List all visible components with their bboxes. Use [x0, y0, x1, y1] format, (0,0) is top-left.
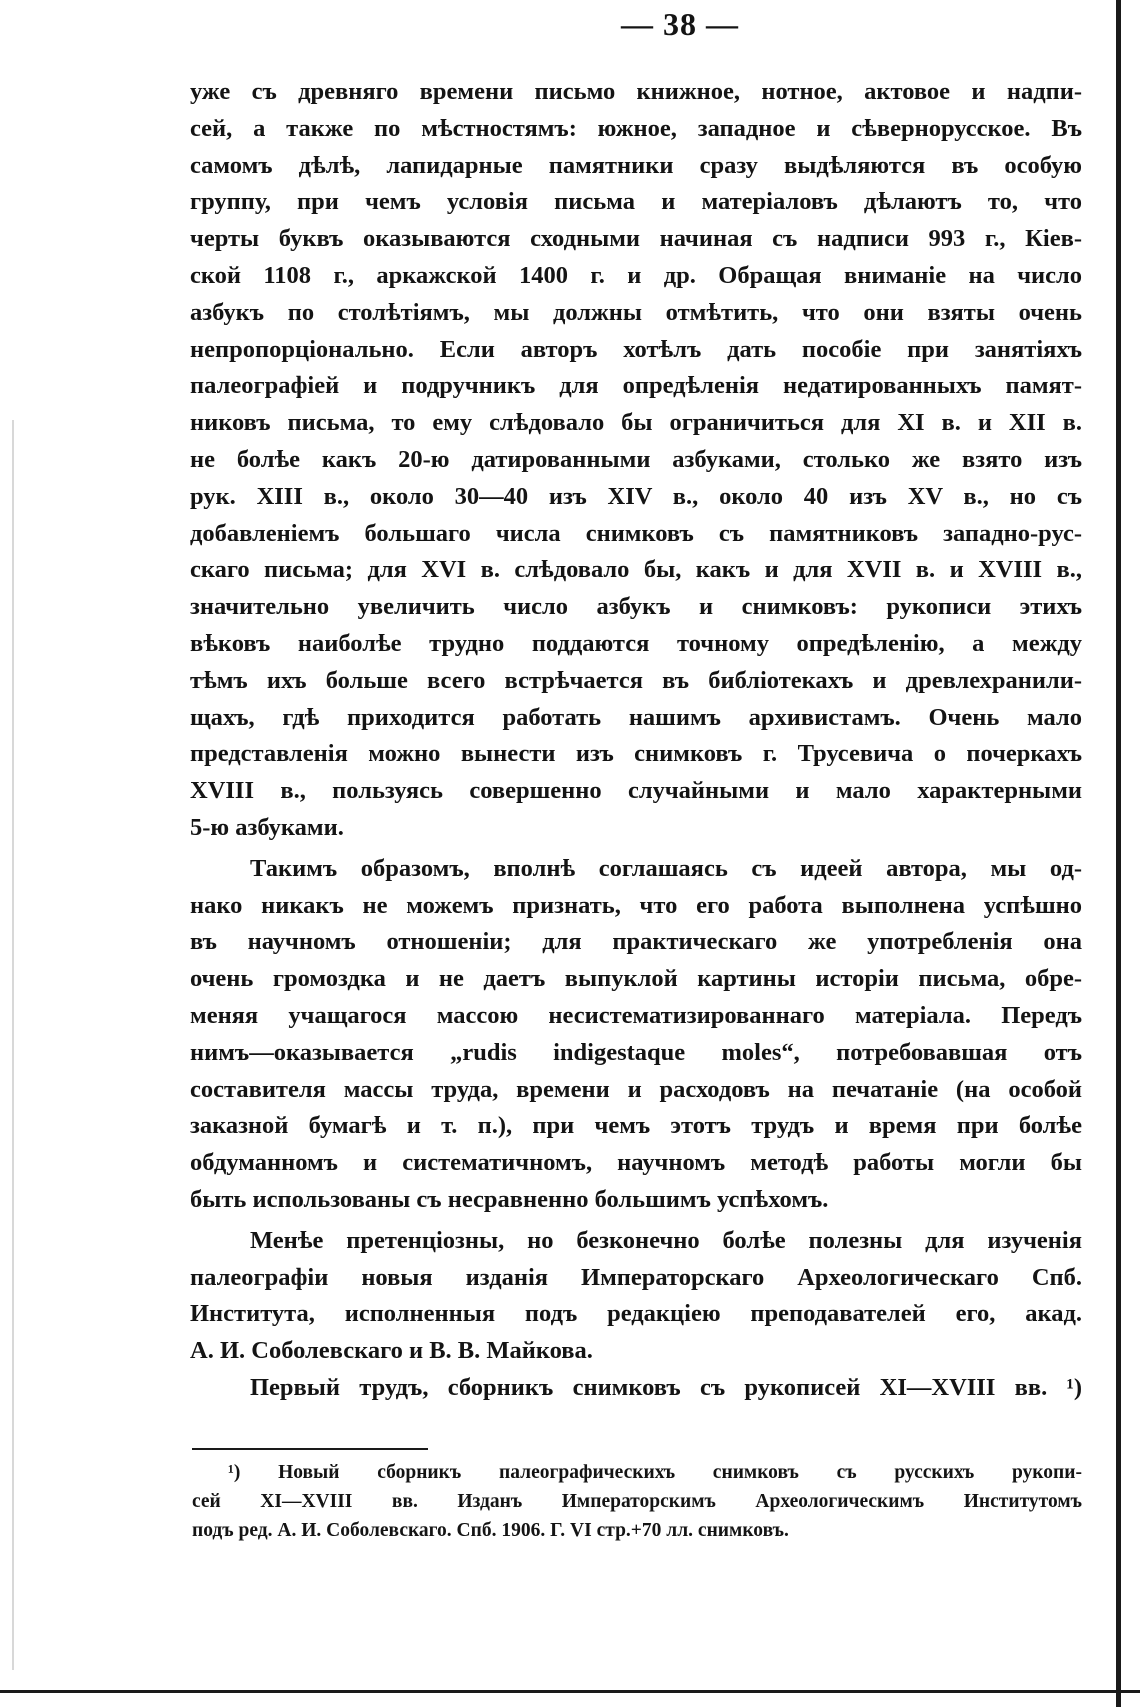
text-line: азбукъ по столѣтіямъ, мы должны отмѣтить, что они взяты очень: [190, 298, 1082, 326]
text-line: уже съ древняго времени письмо книжное, нотное, актовое и надпи-: [190, 78, 1082, 105]
text-line: значительно увеличить число азбукъ и снимковъ: рукописи этихъ: [190, 593, 1082, 621]
text-line: въ научномъ отношеніи; для практическаго же употребленія она: [190, 928, 1082, 956]
text-line: скаго письма; для XVI в. слѣдовало бы, какъ и для XVII в. и XVIII в.,: [190, 556, 1082, 584]
text-line: щахъ, гдѣ приходится работать нашимъ архивистамъ. Очень мало: [190, 703, 1082, 731]
text-line: добавленіемъ большаго числа снимковъ съ памятниковъ западно-рус-: [190, 519, 1082, 547]
text-line: тѣмъ ихъ больше всего встрѣчается въ библіотекахъ и древлехранили-: [190, 666, 1082, 694]
paragraph-2: [190, 851, 1082, 1219]
footnote-divider: [192, 1448, 428, 1450]
footnote-line: сей XI—XVIII вв. Изданъ Императорскимъ Археологическимъ Институтомъ: [192, 1491, 1082, 1512]
text-line: обдуманномъ и систематичномъ, научномъ методѣ работы могли бы: [190, 1149, 1082, 1177]
page-edge-shadow-right: [1116, 0, 1121, 1707]
text-line: вѣковъ наиболѣе трудно поддаются точному опредѣленію, а между: [190, 629, 1082, 657]
text-line: сей, а также по мѣстностямъ: южное, западное и сѣвернорусское. Въ: [190, 114, 1082, 142]
text-line: черты буквъ оказываются сходными начиная съ надписи 993 г., Кіев-: [190, 225, 1082, 253]
text-line: быть использованы съ несравненно большимъ успѣхомъ.: [190, 1185, 829, 1213]
page-number: — 38 —: [621, 6, 739, 42]
footnote-line: подъ ред. А. И. Соболевскаго. Спб. 1906. Г. VI стр.+70 лл. снимковъ.: [192, 1520, 789, 1541]
text-line: непропорціонально. Если авторъ хотѣлъ дать пособіе при занятіяхъ: [190, 335, 1082, 363]
text-line: рук. XIII в., около 30—40 изъ XIV в., около 40 изъ XV в., но съ: [190, 482, 1082, 510]
text-line: нако никакъ не можемъ признать, что его работа выполнена успѣшно: [190, 891, 1082, 919]
paragraph-3: [190, 1223, 1082, 1370]
main-text: [190, 74, 1082, 1407]
paragraph-1: [190, 74, 1082, 847]
text-line: представленія можно вынести изъ снимковъ г. Трусевича о почеркахъ: [190, 740, 1082, 768]
page-edge-shadow-bottom: [0, 1690, 1140, 1693]
footnote: [192, 1458, 1082, 1545]
text-line: А. И. Соболевскаго и В. В. Майкова.: [190, 1337, 593, 1365]
text-line: никовъ письма, то ему слѣдовало бы ограничиться для XI в. и XII в.: [190, 409, 1082, 437]
text-line: самомъ дѣлѣ, лапидарные памятники сразу выдѣляются въ особую: [190, 151, 1082, 179]
text-line: Института, исполненныя подъ редакціею преподавателей его, акад.: [190, 1300, 1082, 1328]
paragraph-4: [190, 1370, 1082, 1407]
text-line: заказной бумагѣ и т. п.), при чемъ этотъ трудъ и время при болѣе: [190, 1112, 1082, 1140]
text-line: составителя массы труда, времени и расходовъ на печатаніе (на особой: [190, 1075, 1082, 1103]
text-line: очень громоздка и не даетъ выпуклой картины исторіи письма, обре-: [190, 965, 1082, 993]
text-line: палеографіи новыя изданія Императорскаго Археологическаго Спб.: [190, 1263, 1082, 1291]
text-line: Такимъ образомъ, вполнѣ соглашаясь съ идеей автора, мы од-: [250, 854, 1082, 882]
text-line: 5-ю азбуками.: [190, 813, 344, 841]
text-line: не болѣе какъ 20-ю датированными азбуками, столько же взято изъ: [190, 445, 1082, 473]
text-line: ской 1108 г., аркажской 1400 г. и др. Обращая вниманіе на число: [190, 261, 1082, 289]
text-line: XVIII в., пользуясь совершенно случайными и мало характерными: [190, 777, 1082, 805]
page-edge-shadow-left: [12, 420, 14, 1670]
text-line: палеографіей и подручникъ для опредѣленія недатированныхъ памят-: [190, 372, 1082, 400]
text-line: меняя учащагося массою несистематизированнаго матеріала. Передъ: [190, 1001, 1082, 1029]
text-line: Первый трудъ, сборникъ снимковъ съ рукописей XI—XVIII вв. ¹): [250, 1373, 1082, 1401]
text-line: группу, при чемъ условія письма и матеріаловъ дѣлаютъ то, что: [190, 188, 1082, 216]
text-line: Менѣе претенціозны, но безконечно болѣе полезны для изученія: [250, 1226, 1082, 1254]
footnote-line: ¹) Новый сборникъ палеографическихъ снимковъ съ русскихъ рукопи-: [228, 1462, 1082, 1483]
text-line: нимъ—оказывается „rudis indigestaque moles“, потребовавшая отъ: [190, 1038, 1082, 1066]
